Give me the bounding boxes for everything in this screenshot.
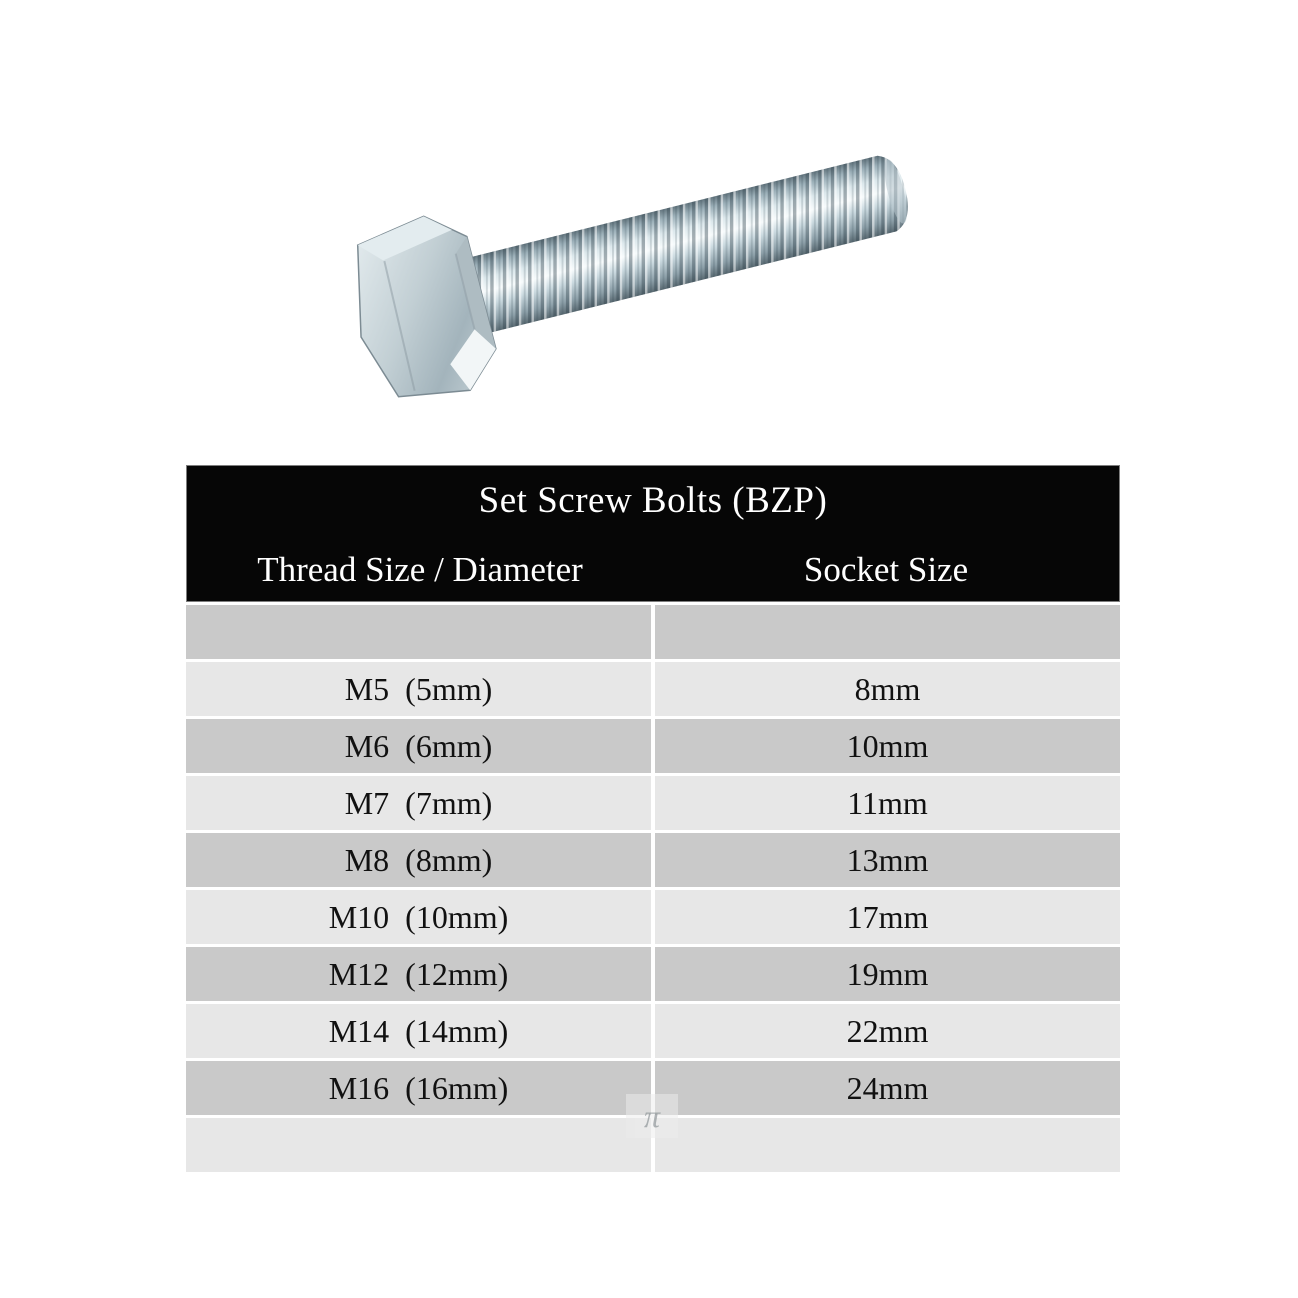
table-body [186,605,1120,1172]
spec-table [186,465,1120,1175]
socket-size-cell: 24mm [655,1061,1120,1115]
thread-size-cell [186,1118,651,1172]
socket-size-cell: 8mm [655,662,1120,716]
watermark-glyph: π [626,1094,678,1138]
table-row-m5 [186,662,1120,716]
socket-size-cell [655,1118,1120,1172]
socket-size-cell: 22mm [655,1004,1120,1058]
table-header [186,465,1120,602]
column-headers [187,551,1119,589]
thread-size-cell [186,605,651,659]
table-row-spacer-top [186,605,1120,659]
table-row-m12 [186,947,1120,1001]
socket-size-cell: 19mm [655,947,1120,1001]
socket-size-cell [655,605,1120,659]
thread-size-cell: M6 (6mm) [186,719,651,773]
table-row-m6 [186,719,1120,773]
socket-size-cell: 17mm [655,890,1120,944]
thread-size-cell: M8 (8mm) [186,833,651,887]
bolt-photo [318,68,978,408]
thread-size-cell: M10 (10mm) [186,890,651,944]
table-row-m8 [186,833,1120,887]
column-header-thread-size: Thread Size / Diameter [257,550,583,589]
thread-size-cell: M12 (12mm) [186,947,651,1001]
table-row-m14 [186,1004,1120,1058]
thread-size-cell: M7 (7mm) [186,776,651,830]
table-title: Set Screw Bolts (BZP) [478,480,828,521]
socket-size-cell: 10mm [655,719,1120,773]
socket-size-cell: 13mm [655,833,1120,887]
thread-size-cell: M14 (14mm) [186,1004,651,1058]
table-row-m16 [186,1061,1120,1115]
table-row-spacer-bottom [186,1118,1120,1172]
bolt-illustration [318,68,978,408]
table-row-m7 [186,776,1120,830]
thread-size-cell: M16 (16mm) [186,1061,651,1115]
socket-size-cell: 11mm [655,776,1120,830]
thread-size-cell: M5 (5mm) [186,662,651,716]
table-row-m10 [186,890,1120,944]
column-header-socket-size: Socket Size [803,550,969,589]
